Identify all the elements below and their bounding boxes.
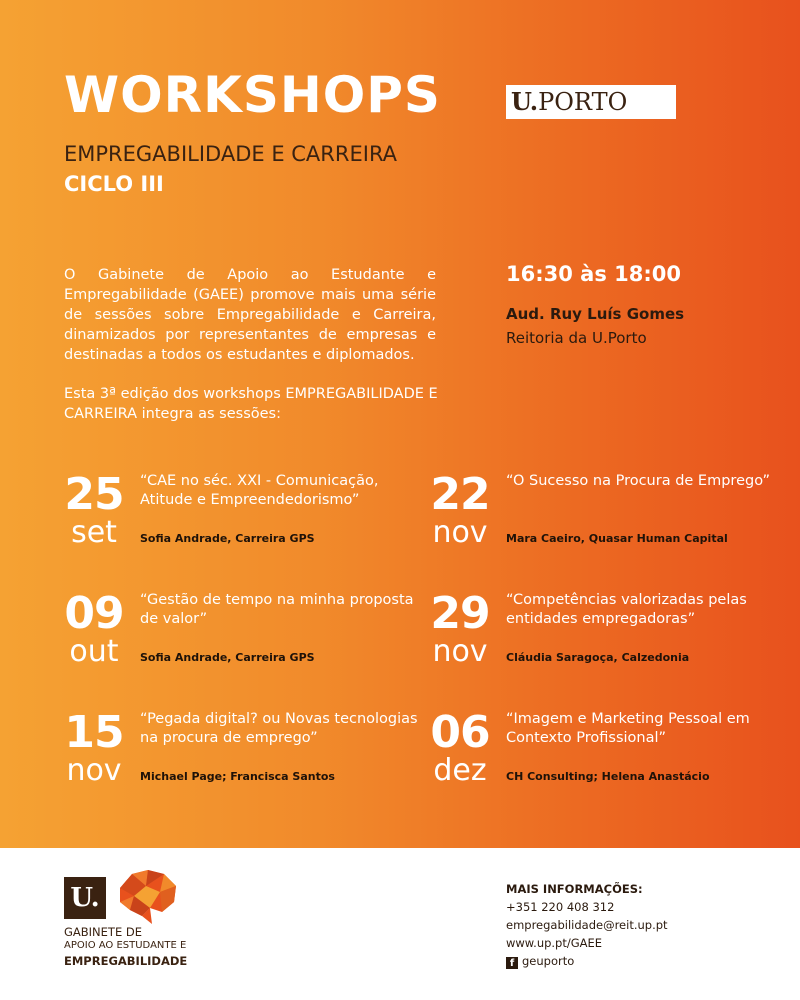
uporto-mark: U. xyxy=(64,877,106,919)
session-card xyxy=(430,588,790,686)
session-month: nov xyxy=(432,634,488,669)
gaee-name-line-3: EMPREGABILIDADE xyxy=(64,954,188,968)
session-speaker: Mara Caeiro, Quasar Human Capital xyxy=(506,532,728,545)
venue-location: Reitoria da U.Porto xyxy=(506,329,647,347)
session-title: “Competências valorizadas pelas entidades empregadoras” xyxy=(506,592,747,627)
session-date xyxy=(64,707,124,788)
contact-phone: +351 220 408 312 xyxy=(506,900,615,914)
contact-facebook[interactable] xyxy=(506,952,668,970)
session-speaker: CH Consulting; Helena Anastácio xyxy=(506,770,710,783)
session-title: “Pegada digital? ou Novas tecnologias na procura de emprego” xyxy=(140,711,418,746)
session-day: 06 xyxy=(430,707,490,758)
session-month: nov xyxy=(66,753,122,788)
session-title: “O Sucesso na Procura de Emprego” xyxy=(506,473,771,489)
session-month: out xyxy=(69,634,119,669)
session-card xyxy=(430,707,790,805)
session-time: 16:30 às 18:00 xyxy=(506,262,681,286)
session-date xyxy=(430,469,490,550)
facebook-icon: f xyxy=(506,957,518,969)
intro-paragraph xyxy=(64,265,436,365)
session-month: nov xyxy=(432,515,488,550)
uporto-logo xyxy=(506,85,676,119)
session-speaker: Cláudia Saragoça, Calzedonia xyxy=(506,651,690,664)
venue-name: Aud. Ruy Luís Gomes xyxy=(506,305,685,323)
session-date xyxy=(64,588,124,669)
session-day: 25 xyxy=(64,469,124,520)
gaee-name-line-2: APOIO AO ESTUDANTE E xyxy=(64,940,187,951)
session-day: 29 xyxy=(430,588,490,639)
session-date xyxy=(430,707,490,788)
session-title: “Gestão de tempo na minha proposta de valor” xyxy=(140,592,414,627)
session-speaker: Sofia Andrade, Carreira GPS xyxy=(140,651,315,664)
session-speaker: Sofia Andrade, Carreira GPS xyxy=(140,532,315,545)
contact-email[interactable]: empregabilidade@reit.up.pt xyxy=(506,918,668,932)
session-card xyxy=(64,469,424,567)
contact-info xyxy=(506,880,668,970)
session-date xyxy=(64,469,124,550)
facebook-handle[interactable]: geuporto xyxy=(522,954,575,968)
contact-website[interactable]: www.up.pt/GAEE xyxy=(506,936,603,950)
contact-heading: MAIS INFORMAÇÕES: xyxy=(506,882,643,896)
session-day: 09 xyxy=(64,588,124,639)
session-card xyxy=(430,469,790,567)
session-month: set xyxy=(71,515,117,550)
brain-logo-icon xyxy=(112,866,184,928)
page-subtitle: EMPREGABILIDADE E CARREIRA xyxy=(64,142,398,166)
intro-paragraph-2: Esta 3ª edição dos workshops EMPREGABILIDADE E CARREIRA integra as sessões: xyxy=(64,386,438,422)
session-speaker: Michael Page; Francisca Santos xyxy=(140,770,335,783)
session-title: “CAE no séc. XXI - Comunicação, Atitude e Empreendedorismo” xyxy=(140,473,379,508)
gaee-name-line-1: GABINETE DE xyxy=(64,925,142,939)
session-day: 15 xyxy=(64,707,124,758)
footer xyxy=(0,848,800,1000)
session-day: 22 xyxy=(430,469,490,520)
cycle-label: CICLO III xyxy=(64,172,164,196)
uporto-logo-porto: PORTO xyxy=(538,88,628,116)
session-card xyxy=(64,588,424,686)
session-month: dez xyxy=(433,753,487,788)
session-card xyxy=(64,707,424,805)
session-date xyxy=(430,588,490,669)
uporto-logo-u: U. xyxy=(511,87,539,116)
session-title: “Imagem e Marketing Pessoal em Contexto Profissional” xyxy=(506,711,750,746)
intro-text-1: O Gabinete de Apoio ao Estudante e Empregabilidade (GAEE) promove mais uma série de sessões sobre Empregabilidade e Carreira, dinamizados por representantes de empresas e destinadas a todos os estudantes e diplomados. xyxy=(64,267,436,363)
page-title: WORKSHOPS xyxy=(64,66,441,124)
